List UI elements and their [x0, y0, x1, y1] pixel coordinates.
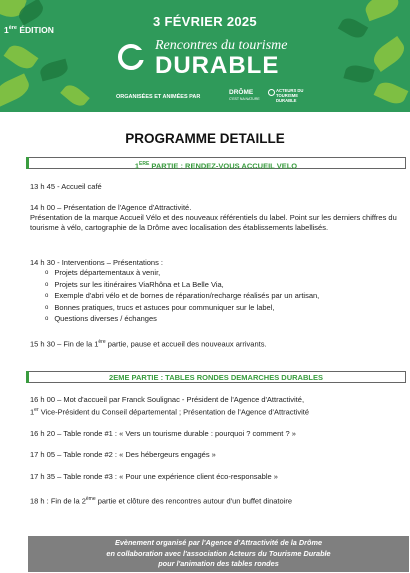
- list-item: o Projets sur les itinéraires ViaRhôna et La Belle Via,: [45, 280, 319, 292]
- drome-partner-logo: DRÔME C'EST NA NATURE: [229, 89, 260, 101]
- schedule-item: 16 h 20 – Table ronde #1 : « Vers un tourisme durable : pourquoi ? comment ? »: [30, 429, 296, 438]
- list-item: o Projets départementaux à venir,: [45, 268, 319, 280]
- schedule-item: 1er Vice-Président du Conseil départemental ; Présentation de l'Agence d'Attractivité: [30, 407, 310, 417]
- organiser-footer: [28, 536, 409, 572]
- schedule-item: 15 h 30 – Fin de la 1ère partie, pause et accueil des nouveaux arrivants.: [30, 339, 267, 349]
- page-title: PROGRAMME DETAILLE: [125, 131, 285, 146]
- event-name-line2: DURABLE: [155, 52, 280, 79]
- presentations-list: [45, 268, 319, 326]
- list-item: o Exemple d'abri vélo et de bornes de réparation/recharge réalisés par un artisan,: [45, 291, 319, 303]
- event-date: 3 FÉVRIER 2025: [153, 14, 257, 29]
- event-name-line1: Rencontres du tourisme: [155, 38, 288, 53]
- section-heading-part1: 1ERE PARTIE : RENDEZ-VOUS ACCUEIL VELO: [26, 157, 406, 169]
- foliage-decoration: [60, 81, 90, 109]
- section-heading-part2: 2EME PARTIE : TABLES RONDES DEMARCHES DURABLES: [26, 371, 406, 383]
- schedule-item-description: Présentation de la marque Accueil Vélo et des nouveaux référentiels du label. Point sur les derniers chiffres du tourisme à vélo, cartographie de la Drôme avec localisation des établissements labellisés.: [30, 213, 397, 232]
- edition-badge: 1ère ÉDITION: [4, 25, 54, 35]
- schedule-item: 16 h 00 – Mot d'accueil par Franck Soulignac - Président de l'Agence d'Attractivité,: [30, 395, 305, 404]
- foliage-decoration: [369, 36, 408, 72]
- schedule-item: 14 h 00 – Présentation de l'Agence d'Attractivité.: [30, 203, 192, 212]
- foliage-decoration: [4, 41, 39, 73]
- organised-by-label: ORGANISÉES ET ANIMÉES PAR: [116, 94, 201, 100]
- schedule-item: 13 h 45 - Accueil café: [30, 182, 102, 191]
- foliage-decoration: [343, 63, 374, 86]
- schedule-item: 17 h 05 – Table ronde #2 : « Des hébergeurs engagés »: [30, 450, 216, 459]
- event-banner: [0, 0, 410, 112]
- acteurs-partner-logo: ACTEURS DU TOURISME DURABLE: [276, 88, 304, 103]
- foliage-decoration: [38, 59, 69, 82]
- foliage-decoration: [0, 73, 33, 106]
- schedule-item: 17 h 35 – Table ronde #3 : « Pour une expérience client éco-responsable »: [30, 472, 278, 481]
- schedule-item: 18 h : Fin de la 2ème partie et clôture des rencontres autour d'un buffet dinatoire: [30, 496, 293, 506]
- foliage-decoration: [374, 79, 409, 108]
- list-item: o Questions diverses / échanges: [45, 314, 319, 326]
- list-item: o Bonnes pratiques, trucs et astuces pour communiquer sur le label,: [45, 303, 319, 315]
- footer-line: en collaboration avec l'association Acteurs du Tourisme Durable: [106, 548, 331, 558]
- event-logo-icon: [118, 44, 144, 70]
- footer-line: Evènement organisé par l'Agence d'Attractivité de la Drôme: [114, 538, 323, 547]
- schedule-item: 14 h 30 - Interventions – Présentations :: [30, 258, 163, 267]
- footer-line: pour l'animation des tables rondes: [158, 559, 279, 568]
